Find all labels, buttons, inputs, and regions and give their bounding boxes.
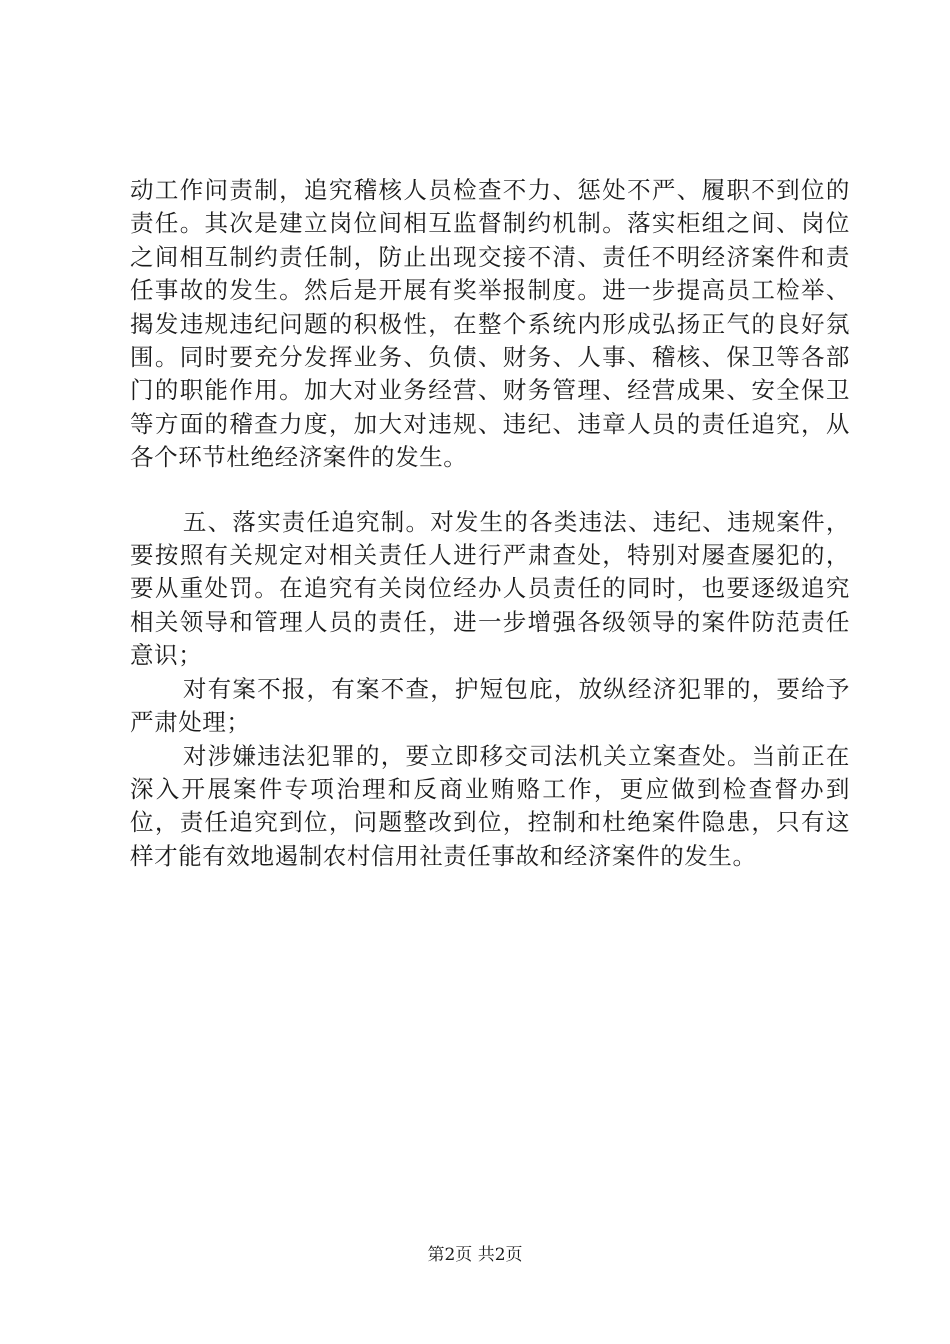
- document-body: [130, 174, 850, 873]
- paragraph-no-report: 对有案不报，有案不查，护短包庇，放纵经济犯罪的，要给予严肃处理；: [130, 674, 850, 737]
- page-footer: 第2页 共2页: [427, 1245, 523, 1265]
- paragraph-gap: [130, 475, 850, 506]
- paragraph-continuation: 动工作问责制，追究稽核人员检查不力、惩处不严、履职不到位的责任。其次是建立岗位间相互监督制约机制。落实柜组之间、岗位之间相互制约责任制，防止出现交接不清、责任不明经济案件和责任事故的发生。然后是开展有奖举报制度。进一步提高员工检举、揭发违规违纪问题的积极性，在整个系统内形成弘扬正气的良好氛围。同时要充分发挥业务、负债、财务、人事、稽核、保卫等各部门的职能作用。加大对业务经营、财务管理、经营成果、安全保卫等方面的稽查力度，加大对违规、违纪、违章人员的责任追究，从各个环节杜绝经济案件的发生。: [130, 176, 850, 472]
- paragraph-criminal-transfer: 对涉嫌违法犯罪的，要立即移交司法机关立案查处。当前正在深入开展案件专项治理和反商业贿赂工作，更应做到检查督办到位，责任追究到位，问题整改到位，控制和杜绝案件隐患，只有这样才能有效地遏制农村信用社责任事故和经济案件的发生。: [130, 741, 850, 870]
- paragraph-section-five: 五、落实责任追究制。对发生的各类违法、违纪、违规案件，要按照有关规定对相关责任人进行严肃查处，特别对屡查屡犯的，要从重处罚。在追究有关岗位经办人员责任的同时，也要逐级追究相关领导和管理人员的责任，进一步增强各级领导的案件防范责任意识；: [130, 507, 850, 670]
